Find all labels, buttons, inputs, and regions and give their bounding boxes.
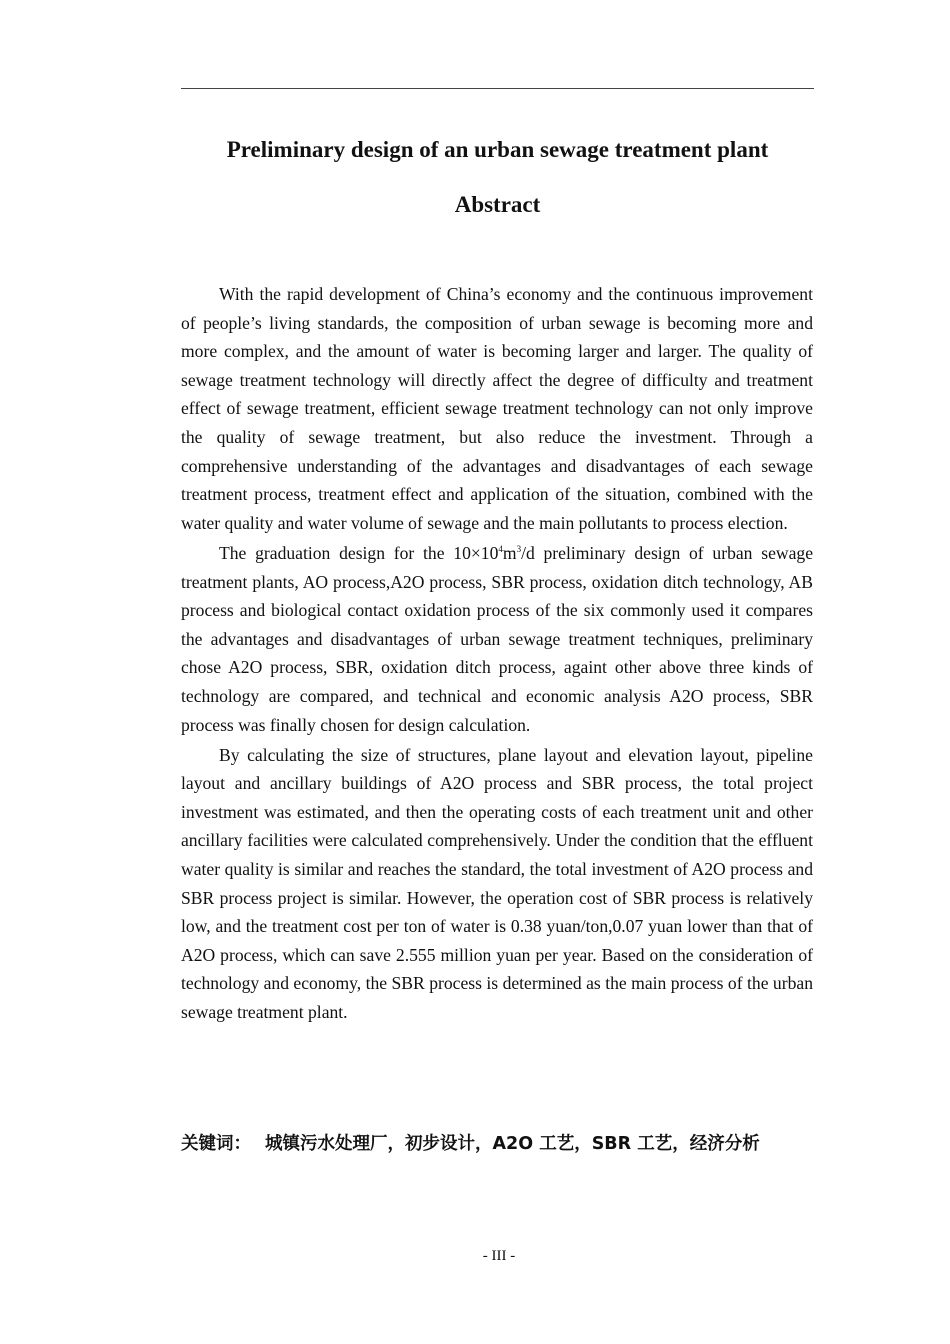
keywords-label: 关键词： <box>181 1134 251 1154</box>
abstract-paragraph-1: With the rapid development of China’s economy and the continuous improvement of people’s living standards, the composition of urban sewage is becoming more and more complex, and the amount of water is becoming larger and larger. The quality of sewage treatment technology will directly affect the degree of difficulty and treatment effect of sewage treatment, efficient sewage treatment technology can not only improve the quality of sewage treatment, but also reduce the investment. Through a comprehensive understanding of the advantages and disadvantages of each sewage treatment process, treatment effect and application of the situation, combined with the water quality and water volume of sewage and the main pollutants to process election. <box>181 284 813 533</box>
p2-unit-m: m <box>502 542 517 563</box>
p2-text-before: The graduation design for the 10×10 <box>219 542 499 563</box>
abstract-body <box>181 280 813 1028</box>
abstract-heading: Abstract <box>454 192 541 217</box>
keywords-values: 城镇污水处理厂，初步设计，A2O 工艺，SBR 工艺，经济分析 <box>265 1134 760 1154</box>
p2-text-after: /d preliminary design of urban sewage treatment plants, AO process,A2O process, SBR process, oxidation ditch technology, AB process and biological contact oxidation process of the six commonly used it compares the advantages and disadvantages of urban sewage treatment techniques, preliminary chose A2O process, SBR, oxidation ditch process, againt other above three kinds of technology are compared, and technical and economic analysis A2O process, SBR process was finally chosen for design calculation. <box>181 542 813 735</box>
page-number: - III - <box>482 1248 516 1264</box>
header-rule <box>181 88 814 89</box>
p2-superscript-3: 3 <box>516 543 522 554</box>
p2-superscript-4: 4 <box>498 543 503 554</box>
paper-title: Preliminary design of an urban sewage treatment plant <box>226 137 769 162</box>
abstract-paragraph-2 <box>181 539 813 739</box>
keywords-line <box>181 1130 821 1158</box>
abstract-paragraph-3: By calculating the size of structures, plane layout and elevation layout, pipeline layout and ancillary buildings of A2O process and SBR process, the total project investment was estimated, and then the operating costs of each treatment unit and other ancillary facilities were calculated comprehensively. Under the condition that the effluent water quality is similar and reaches the standard, the total investment of A2O process and SBR process project is similar. However, the operation cost of SBR process is relatively low, and the treatment cost per ton of water is 0.38 yuan/ton,0.07 yuan lower than that of A2O process, which can save 2.555 million yuan per year. Based on the consideration of technology and economy, the SBR process is determined as the main process of the urban sewage treatment plant. <box>181 744 813 1023</box>
